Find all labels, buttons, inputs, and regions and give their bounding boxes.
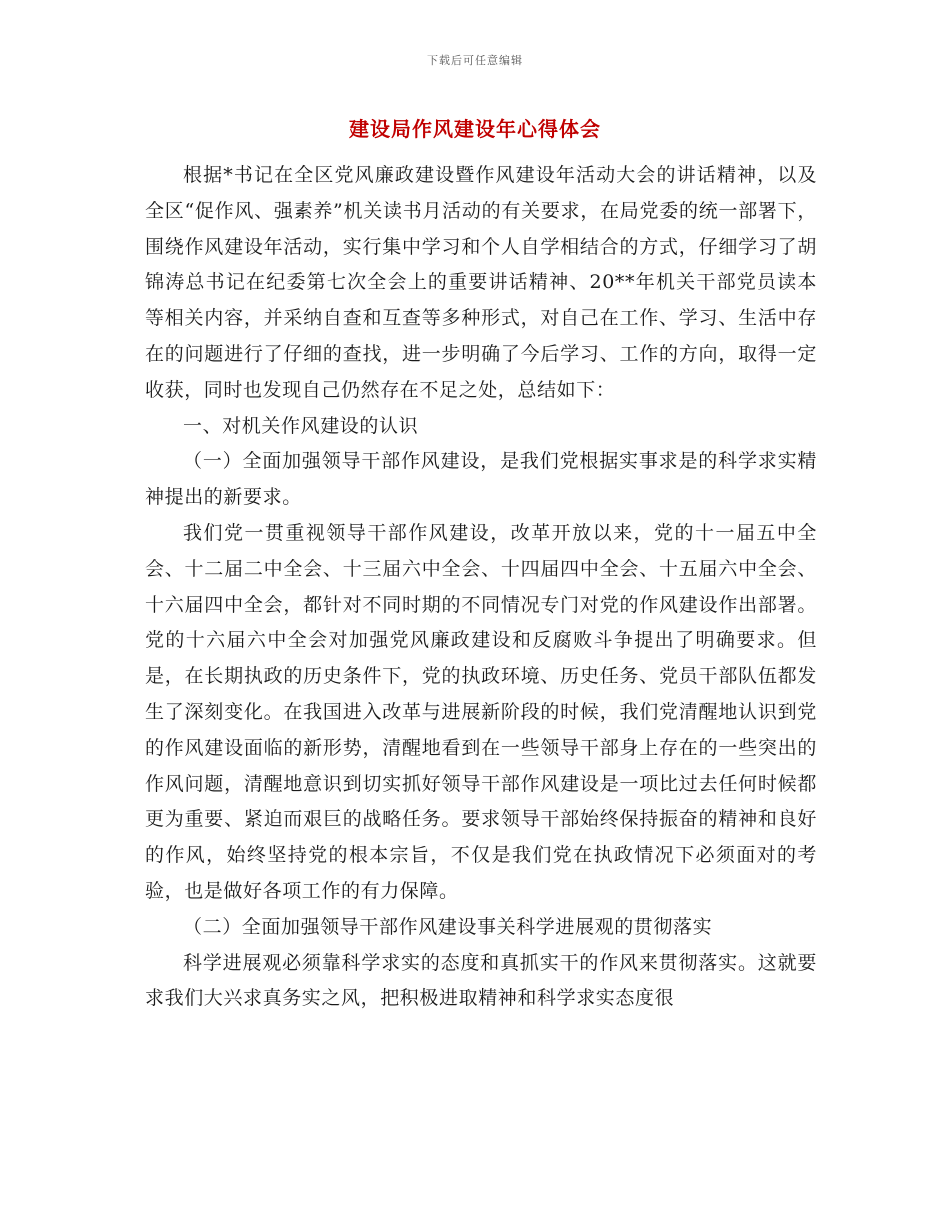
paragraph-science: 科学进展观必须靠科学求实的态度和真抓实干的作风来贯彻落实。这就要求我们大兴求真务实之风，把积极进取精神和科学求实态度很 [145, 951, 817, 1010]
subsection-heading-1: （一）全面加强领导干部作风建设，是我们党根据实事求是的科学求实精神提出的新要求。 [145, 450, 817, 509]
subsection-heading-2: （二）全面加强领导干部作风建设事关科学进展观的贯彻落实 [183, 915, 713, 938]
paragraph-history: 我们党一贯重视领导干部作风建设，改革开放以来，党的十一届五中全会、十二届二中全会、十三届六中全会、十四届四中全会、十五届六中全会、十六届四中全会，都针对不同时期的不同情况专门对党的作风建设作出部署。党的十六届六中全会对加强党风廉政建设和反腐败斗争提出了明确要求。但是，在长期执政的历史条件下，党的执政环境、历史任务、党员干部队伍都发生了深刻变化。在我国进入改革与进展新阶段的时候，我们党清醒地认识到党的作风建设面临的新形势，清醒地看到在一些领导干部身上存在的一些突出的作风问题，清醒地意识到切实抓好领导干部作风建设是一项比过去任何时候都更为重要、紧迫而艰巨的战略任务。要求领导干部始终保持振奋的精神和良好的作风，始终坚持党的根本宗旨，不仅是我们党在执政情况下必须面对的考验，也是做好各项工作的有力保障。 [145, 521, 817, 902]
section-heading-1: 一、对机关作风建设的认识 [183, 414, 419, 437]
document-title: 建设局作风建设年心得体会 [349, 117, 601, 141]
document-body [145, 158, 817, 1017]
header-note: 下载后可任意编辑 [427, 54, 523, 67]
paragraph-intro: 根据*书记在全区党风廉政建设暨作风建设年活动大会的讲话精神，以及全区“促作风、强素养”机关读书月活动的有关要求，在局党委的统一部署下，围绕作风建设年活动，实行集中学习和个人自学相结合的方式，仔细学习了胡锦涛总书记在纪委第七次全会上的重要讲话精神、20**年机关干部党员读本等相关内容，并采纳自查和互查等多种形式，对自己在工作、学习、生活中存在的问题进行了仔细的查找，进一步明确了今后学习、工作的方向，取得一定收获，同时也发现自己仍然存在不足之处，总结如下： [145, 164, 817, 401]
